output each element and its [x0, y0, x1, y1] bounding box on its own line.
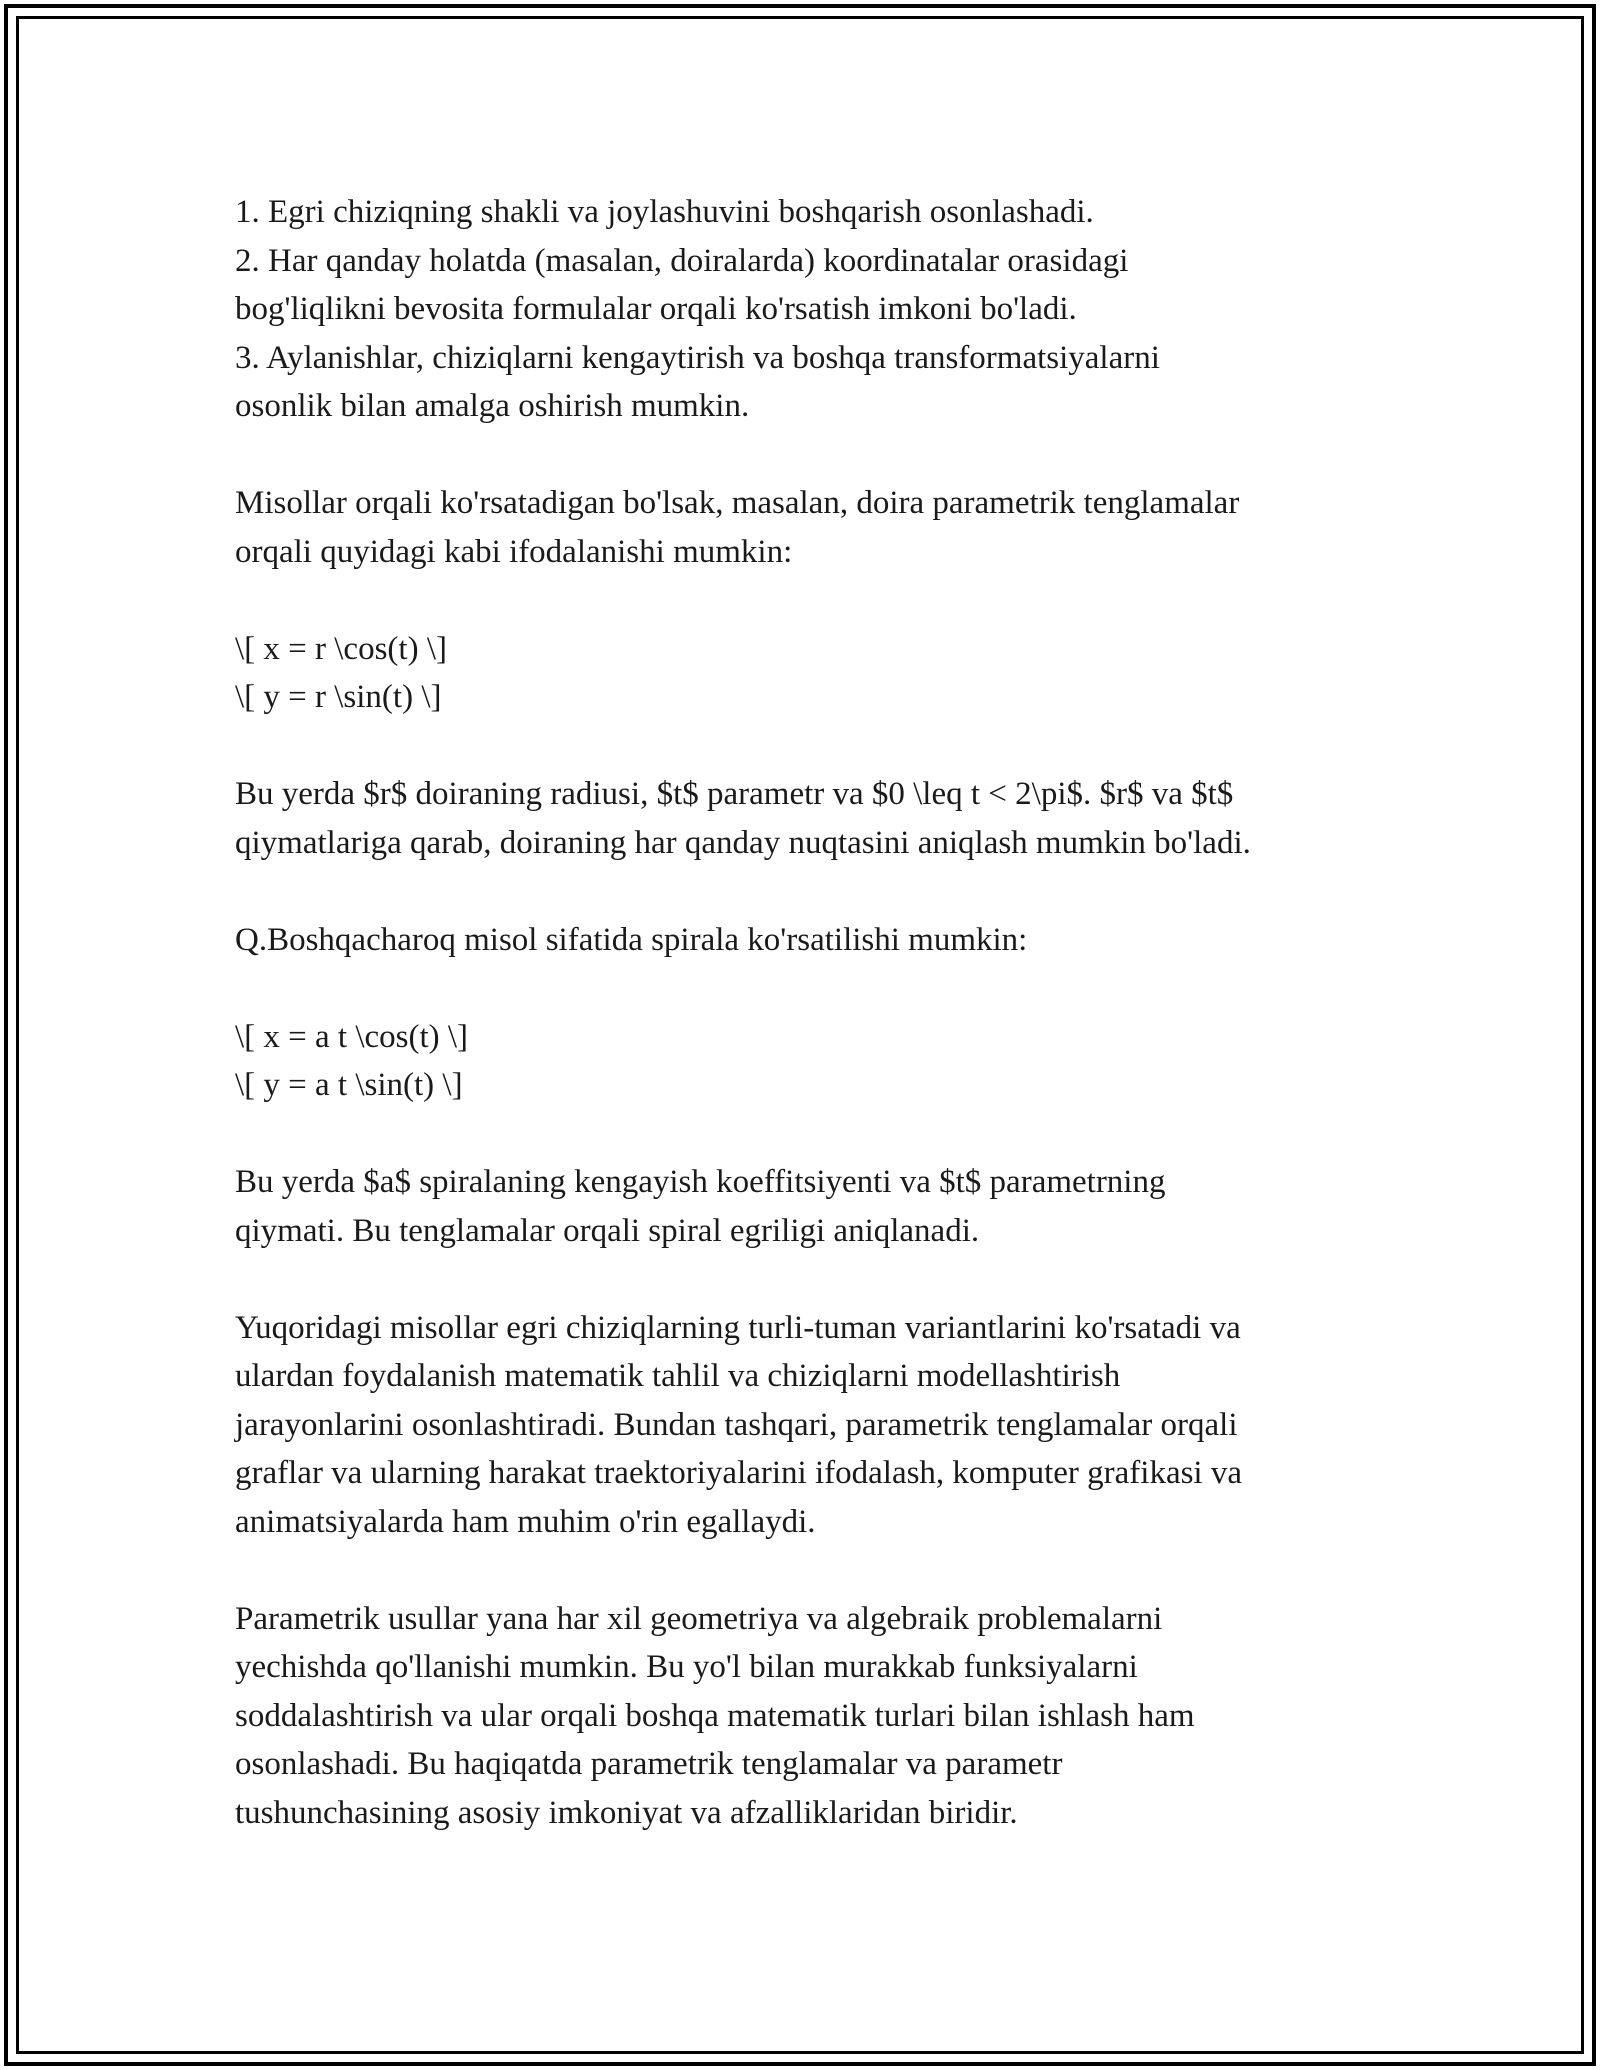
- list-item-2-line-2: bog'liqlikni bevosita formulalar orqali ko'rsatish imkoni bo'ladi.: [235, 291, 1077, 327]
- paragraph-line: soddalashtirish va ular orqali boshqa matematik turlari bilan ishlash ham: [235, 1697, 1195, 1734]
- paragraph-line: animatsiyalarda ham muhim o'rin egallaydi.: [235, 1503, 816, 1540]
- paragraph-line: Bu yerda $a$ spiralaning kengayish koeffitsiyenti va $t$ parametrning: [235, 1164, 1166, 1200]
- paragraph-line: Q.Boshqacharoq misol sifatida spirala ko'rsatilishi mumkin:: [235, 921, 1028, 958]
- paragraph-line: jarayonlarini osonlashtiradi. Bundan tashqari, parametrik tenglamalar orqali: [235, 1406, 1238, 1443]
- document-body: [235, 188, 1415, 1837]
- paragraph-line: qiymati. Bu tenglamalar orqali spiral egriligi aniqlanadi.: [235, 1212, 980, 1249]
- equation-x: \[ x = r \cos(t) \]: [235, 630, 447, 667]
- paragraph-conclusion: [235, 1595, 1415, 1838]
- circle-equations: [235, 625, 1415, 722]
- paragraph-line: yechishda qo'llanishi mumkin. Bu yo'l bilan murakkab funksiyalarni: [235, 1649, 1138, 1685]
- paragraph-gap: [235, 431, 1415, 480]
- paragraph-line: graflar va ularning harakat traektoriyalarini ifodalash, komputer grafikasi va: [235, 1455, 1242, 1491]
- paragraph-line: Parametrik usullar yana har xil geometriya va algebraik problemalarni: [235, 1600, 1163, 1637]
- list-item-1-line-1: 1. Egri chiziqning shakli va joylashuvini boshqarish osonlashadi.: [235, 194, 1094, 230]
- equation-y: \[ y = a t \sin(t) \]: [235, 1067, 463, 1103]
- equation-y: \[ y = r \sin(t) \]: [235, 679, 442, 715]
- paragraph-line: tushunchasining asosiy imkoniyat va afzalliklaridan biridir.: [235, 1794, 1018, 1831]
- paragraph-line: ulardan foydalanish matematik tahlil va chiziqlarni modellashtirish: [235, 1358, 1121, 1394]
- paragraph-gap: [235, 1110, 1415, 1159]
- paragraph-gap: [235, 576, 1415, 625]
- equation-x: \[ x = a t \cos(t) \]: [235, 1018, 469, 1055]
- paragraph-spiral-intro: [235, 916, 1415, 965]
- paragraph-line: osonlashadi. Bu haqiqatda parametrik tenglamalar va parametr: [235, 1746, 1063, 1782]
- numbered-list: [235, 188, 1415, 431]
- paragraph-gap: [235, 964, 1415, 1013]
- paragraph-line: Bu yerda $r$ doiraning radiusi, $t$ parametr va $0 \leq t < 2\pi$. $r$ va $t$: [235, 776, 1234, 812]
- list-item-3-line-1: 3. Aylanishlar, chiziqlarni kengaytirish va boshqa transformatsiyalarni: [235, 339, 1160, 376]
- paragraph-summary: [235, 1304, 1415, 1547]
- list-item-2-line-1: 2. Har qanday holatda (masalan, doiralarda) koordinatalar orasidagi: [235, 242, 1129, 279]
- paragraph-gap: [235, 1546, 1415, 1595]
- list-item-3-line-2: osonlik bilan amalga oshirish mumkin.: [235, 388, 750, 424]
- paragraph-gap: [235, 1255, 1415, 1304]
- paragraph-line: qiymatlariga qarab, doiraning har qanday nuqtasini aniqlash mumkin bo'ladi.: [235, 824, 1251, 861]
- paragraph-line: orqali quyidagi kabi ifodalanishi mumkin:: [235, 533, 793, 570]
- spiral-equations: [235, 1013, 1415, 1110]
- paragraph-line: Misollar orqali ko'rsatadigan bo'lsak, masalan, doira parametrik tenglamalar: [235, 485, 1240, 521]
- paragraph-circle-explanation: [235, 770, 1415, 867]
- paragraph-intro-examples: [235, 479, 1415, 576]
- paragraph-spiral-explanation: [235, 1158, 1415, 1255]
- paragraph-gap: [235, 722, 1415, 771]
- paragraph-gap: [235, 867, 1415, 916]
- paragraph-line: Yuqoridagi misollar egri chiziqlarning turli-tuman variantlarini ko'rsatadi va: [235, 1309, 1241, 1346]
